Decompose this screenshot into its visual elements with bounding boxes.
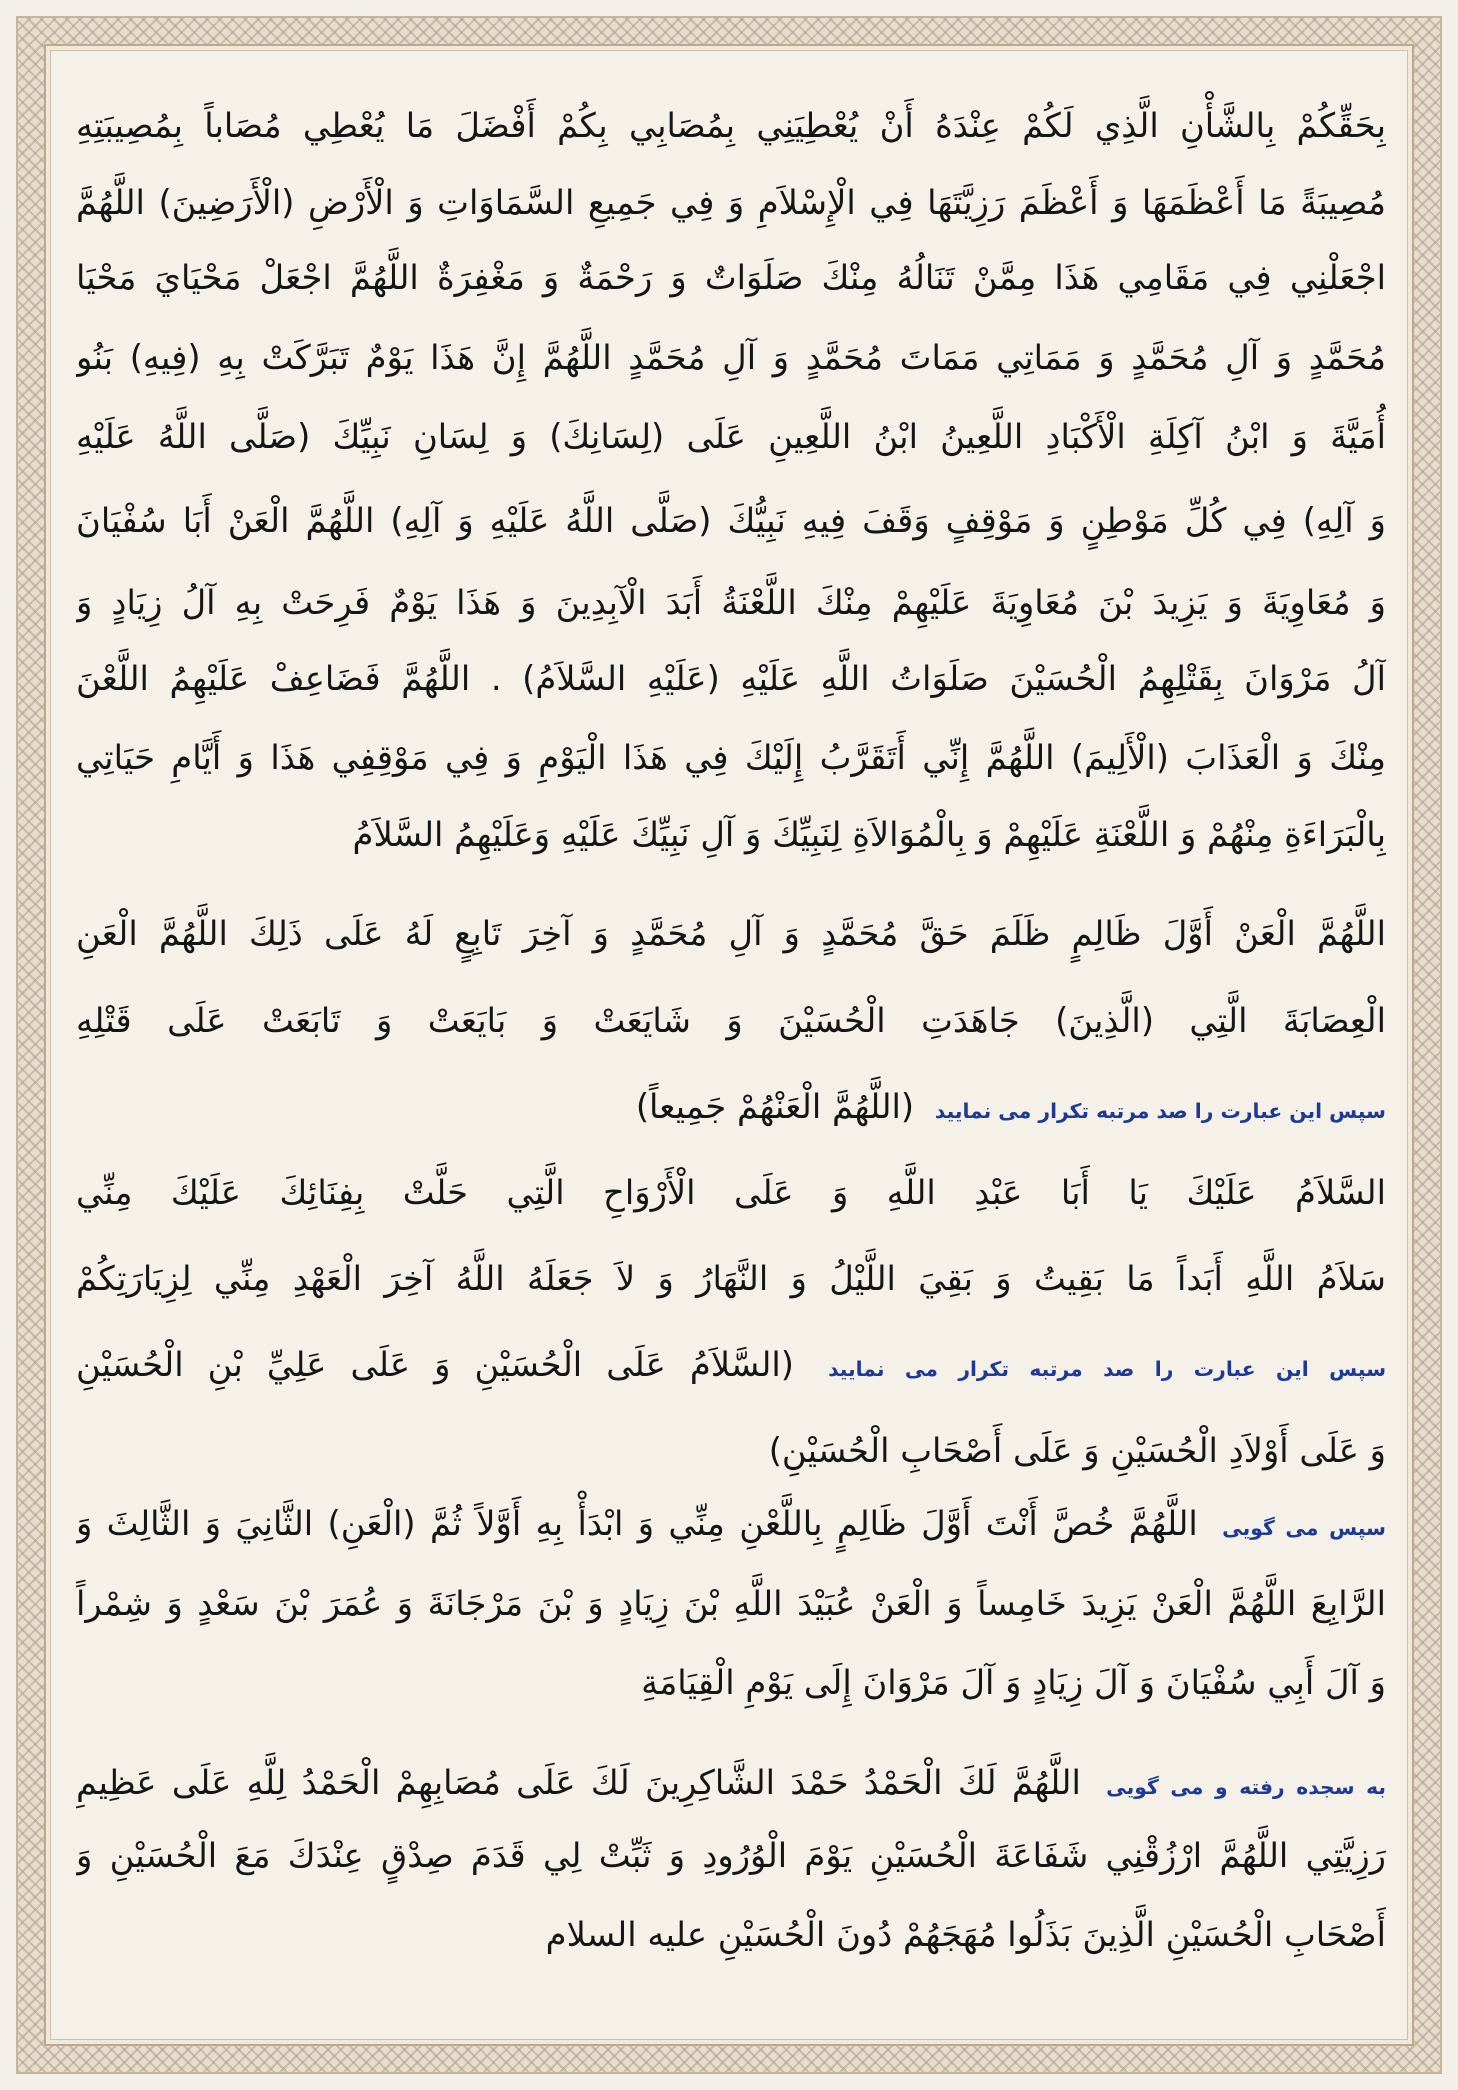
- prayer-text: بِحَقِّكُمْ بِالشَّأْنِ الَّذِي لَكُمْ عِنْدَهُ أَنْ يُعْطِيَنِي بِمُصَابِي بِكُمْ أَفْضَلَ مَا يُعْطِي مُصَاباً بِمُصِيبَتِهِ: [76, 106, 1386, 145]
- text-line: [76, 718, 1386, 798]
- prayer-text: وَ عَلَى أَوْلاَدِ الْحُسَيْنِ وَ عَلَى أَصْحَابِ الْحُسَيْنِ): [768, 1431, 1386, 1470]
- prayer-text: مِنْكَ وَ الْعَذَابَ (الْأَلِيمَ) اللَّهُمَّ إِنِّي أَتَقَرَّبُ إِلَيْكَ فِي هَذَا الْيَوْمِ وَ فِي مَوْقِفِي هَذَا وَ أَيَّامِ حَيَاتِي: [76, 738, 1386, 777]
- instruction-label: سپس این عبارت را صد مرتبه تکرار می نمایید: [934, 1099, 1386, 1123]
- prayer-text: الْعِصَابَةَ الَّتِي (الَّذِينَ) جَاهَدَتِ الْحُسَيْنَ وَ شَايَعَتْ وَ بَايَعَتْ وَ تَابَعَتْ عَلَى قَتْلِهِ: [76, 1001, 1386, 1040]
- text-line: [76, 1816, 1386, 1896]
- text-line: [76, 563, 1386, 643]
- prayer-text: سَلاَمُ اللَّهِ أَبَداً مَا بَقِيتُ وَ بَقِيَ اللَّيْلُ وَ النَّهَارُ وَ لاَ جَعَلَهُ اللَّهُ آخِرَ الْعَهْدِ مِنِّي لِزِيَارَتِكُمْ: [76, 1259, 1386, 1298]
- text-line: [76, 1643, 1386, 1723]
- prayer-text: أَصْحَابِ الْحُسَيْنِ الَّذِينَ بَذَلُوا مُهَجَهُمْ دُونَ الْحُسَيْنِ عليه السلام: [545, 1915, 1386, 1954]
- text-line: [76, 1484, 1386, 1564]
- prayer-text: بِالْبَرَاءَةِ مِنْهُمْ وَ اللَّعْنَةِ عَلَيْهِمْ وَ بِالْمُوَالاَةِ لِنَبِيِّكَ وَ آلِ نَبِيِّكَ عَلَيْهِ وَعَلَيْهِمُ السَّلاَمُ: [352, 815, 1386, 854]
- prayer-text: أُمَيَّةَ وَ ابْنُ آكِلَةِ الْأَكْبَادِ اللَّعِينُ ابْنُ اللَّعِينِ عَلَى (لِسَانِكَ) وَ لِسَانِ نَبِيِّكَ (صَلَّى اللَّهُ عَلَيْهِ: [76, 417, 1386, 456]
- text-line: [76, 238, 1386, 318]
- text-line: [76, 1895, 1386, 1975]
- text-line: [76, 1743, 1386, 1823]
- prayer-text: آلُ مَرْوَانَ بِقَتْلِهِمُ الْحُسَيْنَ صَلَوَاتُ اللَّهِ عَلَيْهِ (عَلَيْهِ السَّلاَمُ) . اللَّهُمَّ فَضَاعِفْ عَلَيْهِمُ اللَّعْنَ: [76, 659, 1386, 698]
- prayer-text: وَ آلِهِ) فِي كُلِّ مَوْطِنٍ وَ مَوْقِفٍ وَقَفَ فِيهِ نَبِيُّكَ (صَلَّى اللَّهُ عَلَيْهِ وَ آلِهِ) اللَّهُمَّ الْعَنْ أَبَا سُفْيَانَ: [76, 501, 1386, 540]
- text-line: [76, 163, 1386, 243]
- text-line: [76, 639, 1386, 719]
- prayer-text: مُحَمَّدٍ وَ آلِ مُحَمَّدٍ وَ مَمَاتِي مَمَاتَ مُحَمَّدٍ وَ آلِ مُحَمَّدٍ اللَّهُمَّ إِنَّ هَذَا يَوْمٌ تَبَرَّكَتْ بِهِ (فِيهِ) بَنُو: [76, 338, 1386, 377]
- prayer-text: الرَّابِعَ اللَّهُمَّ الْعَنْ يَزِيدَ خَامِساً وَ الْعَنْ عُبَيْدَ اللَّهِ بْنَ زِيَادٍ وَ بْنَ مَرْجَانَةَ وَ عُمَرَ بْنَ سَعْدٍ وَ شِمْراً: [76, 1584, 1386, 1623]
- text-line: [76, 1325, 1386, 1405]
- prayer-text: اللَّهُمَّ خُصَّ أَنْتَ أَوَّلَ ظَالِمٍ بِاللَّعْنِ مِنِّي وَ ابْدَأْ بِهِ أَوَّلاً ثُمَّ (الْعَنِ) الثَّانِيَ وَ الثَّالِثَ وَ: [76, 1504, 1198, 1543]
- prayer-text: (اللَّهُمَّ الْعَنْهُمْ جَمِيعاً): [635, 1087, 915, 1126]
- text-line: [76, 981, 1386, 1061]
- prayer-text: السَّلاَمُ عَلَيْكَ يَا أَبَا عَبْدِ اللَّهِ وَ عَلَى الْأَرْوَاحِ الَّتِي حَلَّتْ بِفِنَائِكَ عَلَيْكَ مِنِّي: [76, 1173, 1386, 1212]
- text-line: [76, 1067, 1386, 1147]
- text-line: [76, 1564, 1386, 1644]
- text-line: [76, 481, 1386, 561]
- text-line: [76, 1411, 1386, 1491]
- instruction-label: سپس این عبارت را صد مرتبه تکرار می نمایید: [828, 1357, 1386, 1381]
- text-line: [76, 86, 1386, 166]
- text-line: [76, 1153, 1386, 1233]
- text-line: [76, 397, 1386, 477]
- instruction-label: سپس می گویی: [1222, 1516, 1386, 1540]
- prayer-text: اللَّهُمَّ الْعَنْ أَوَّلَ ظَالِمٍ ظَلَمَ حَقَّ مُحَمَّدٍ وَ آلِ مُحَمَّدٍ وَ آخِرَ تَابِعٍ لَهُ عَلَى ذَلِكَ اللَّهُمَّ الْعَنِ: [76, 914, 1386, 953]
- prayer-text: اجْعَلْنِي فِي مَقَامِي هَذَا مِمَّنْ تَنَالُهُ مِنْكَ صَلَوَاتٌ وَ رَحْمَةٌ وَ مَغْفِرَةٌ اللَّهُمَّ اجْعَلْ مَحْيَايَ مَحْيَا: [76, 258, 1386, 297]
- text-line: [76, 318, 1386, 398]
- prayer-text: اللَّهُمَّ لَكَ الْحَمْدُ حَمْدَ الشَّاكِرِينَ لَكَ عَلَى مُصَابِهِمْ الْحَمْدُ لِلَّهِ عَلَى عَظِيمِ: [76, 1763, 1081, 1802]
- text-line: [76, 1239, 1386, 1319]
- prayer-text: وَ آلَ أَبِي سُفْيَانَ وَ آلَ زِيَادٍ وَ آلَ مَرْوَانَ إِلَى يَوْمِ الْقِيَامَةِ: [641, 1663, 1386, 1702]
- prayer-text: (السَّلاَمُ عَلَى الْحُسَيْنِ وَ عَلَى عَلِيِّ بْنِ الْحُسَيْنِ: [76, 1345, 794, 1384]
- text-line: [76, 894, 1386, 974]
- instruction-label: به سجده رفته و می گویی: [1106, 1775, 1386, 1799]
- prayer-text: مُصِيبَةً مَا أَعْظَمَهَا وَ أَعْظَمَ رَزِيَّتَهَا فِي الْإِسْلاَمِ وَ فِي جَمِيعِ السَّمَاوَاتِ وَ الْأَرْضِ (الْأَرَضِينَ) اللَّهُمَّ: [76, 183, 1386, 222]
- text-line: [76, 795, 1386, 875]
- prayer-text: رَزِيَّتِي اللَّهُمَّ ارْزُقْنِي شَفَاعَةَ الْحُسَيْنِ يَوْمَ الْوُرُودِ وَ ثَبِّتْ لِي قَدَمَ صِدْقٍ عِنْدَكَ مَعَ الْحُسَيْنِ وَ: [76, 1836, 1386, 1875]
- prayer-text: وَ مُعَاوِيَةَ وَ يَزِيدَ بْنَ مُعَاوِيَةَ عَلَيْهِمْ مِنْكَ اللَّعْنَةُ أَبَدَ الْآبِدِينَ وَ هَذَا يَوْمٌ فَرِحَتْ بِهِ آلُ زِيَادٍ وَ: [76, 583, 1386, 622]
